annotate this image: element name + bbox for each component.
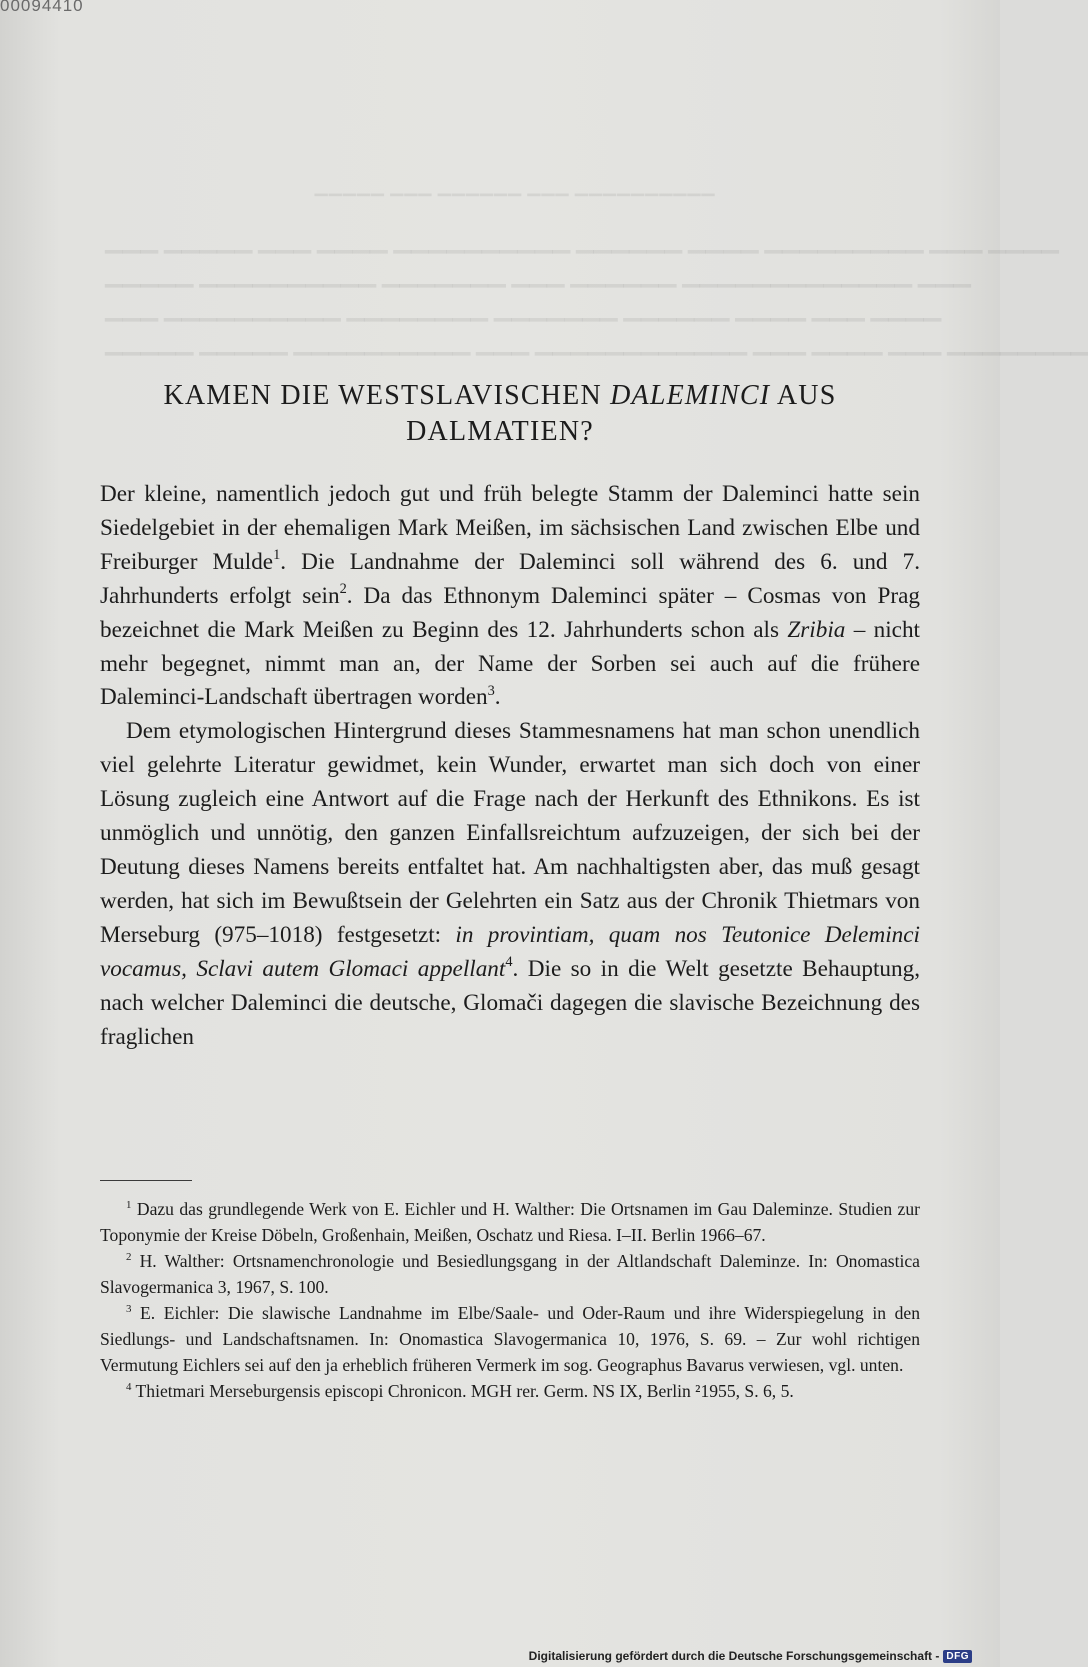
dfg-logo-icon: DFG — [943, 1650, 972, 1663]
paragraph-2: Dem etymologischen Hintergrund dieses Stammesnamens hat man schon unendlich viel gelehrte Literatur gewidmet, kein Wunder, erwartet man sich doch von einer Lösung zugleich eine Antwort auf die Frage nach der Herkunft des Ethnikons. Es ist unmöglich und unnötig, den ganzen Einfallsreichtum aufzuzeigen, der sich bei der Deutung dieses Namens bereits entfaltet hat. Am nachhaltigsten aber, das muß gesagt werden, hat sich im Bewußtsein der Gelehrten ein Satz aus der Chronik Thietmars von Merseburg (975–1018) festgesetzt: in provintiam, quam nos Teutonice Deleminci vocamus, Sclavi autem Glomaci appellant$^4$. Die so in die Welt gesetzte Behauptung, nach welcher Daleminci die deutsche, Glomači dagegen die slavische Bezeichnung des fraglichen — [100, 718, 921, 1050]
footnote-ref-2: 2 — [339, 581, 347, 598]
digitization-credit — [529, 1649, 972, 1663]
chapter-title — [100, 378, 900, 450]
footnotes — [100, 1196, 920, 1404]
footnote-4: $^4$ Thietmari Merseburgensis episcopi Chronicon. MGH rer. Germ. NS IX, Berlin ²1955, S. 6, 5. — [126, 1380, 794, 1401]
footnote-ref-3: 3 — [487, 682, 495, 699]
footnote-1: $^1$ Dazu das grundlegende Werk von E. Eichler und H. Walther: Die Ortsnamen im Gau Daleminze. Studien zur Toponymie der Kreise Döbeln, Großenhain, Meißen, Oschatz und Riesa. I–II. Berlin 1966–67. — [100, 1198, 920, 1245]
paragraph-1: Der kleine, namentlich jedoch gut und früh belegte Stamm der Daleminci hatte sein Siedelgebiet in der ehemaligen Mark Meißen, im sächsischen Land zwischen Elbe und Freiburger Mulde$^1$. Die Landnahme der Daleminci soll während des 6. und 7. Jahrhunderts erfolgt sein$^2$. Da das Ethnonym Daleminci später – Cosmas von Prag bezeichnet die Mark Meißen zu Beginn des 12. Jahrhunderts schon als Zribia – nicht mehr begegnet, nimmt man an, der Name der Sorben sei auch auf die frühere Daleminci-Landschaft übertragen worden$^3$. — [100, 481, 920, 711]
scan-id-label: 00094410 — [0, 0, 84, 15]
footnote-3: $^3$ E. Eichler: Die slawische Landnahme im Elbe/Saale- und Oder-Raum und ihre Widerspiegelung in den Siedlungs- und Landschaftsnamen. In: Onomastica Slavogermanica 10, 1976, S. 69. – Zur wohl richtigen Vermutung Eichlers sei auf den ja erheblich früheren Vermerk im sog. Geographus Bavarus verwiesen, vgl. unten. — [100, 1302, 920, 1375]
footnote-2: $^2$ H. Walther: Ortsnamenchronologie und Besiedlungsgang in der Altlandschaft Daleminze. In: Onomastica Slavogermanica 3, 1967, S. 100. — [100, 1250, 920, 1297]
footnote-ref-4: 4 — [505, 954, 513, 971]
chapter-title-line-1: KAMEN DIE WESTSLAVISCHEN DALEMINCI AUS — [163, 380, 837, 411]
body-text — [100, 478, 920, 1054]
footnote-ref-1: 1 — [273, 547, 281, 564]
chapter-title-line-2: DALMATIEN? — [406, 416, 594, 447]
credit-text: Digitalisierung gefördert durch die Deutsche Forschungsgemeinschaft - — [528, 1649, 940, 1663]
bleed-through-texture: ▁▁▁▁▁ ▁▁▁ ▁▁▁▁▁▁ ▁▁▁ ▁▁▁▁▁▁▁▁▁▁ ▁▁▁ ▁▁▁▁▁ ▁▁▁ ▁▁▁▁ ▁▁▁▁▁▁▁▁▁▁ ▁▁▁▁▁▁ ▁▁▁▁ ▁▁▁▁▁▁▁▁▁ ▁▁▁ ▁▁▁▁ ▁▁▁▁▁ ▁▁▁▁▁▁▁▁▁▁ ▁▁▁▁▁▁▁ ▁▁▁ ▁▁▁▁▁▁ ▁▁▁▁▁▁▁▁▁▁▁▁▁ ▁▁▁ ▁▁▁ ▁▁▁▁▁▁▁▁▁▁ ▁▁▁▁▁▁▁▁ ▁▁▁▁▁▁▁ ▁▁▁▁▁▁ ▁▁▁▁ ▁▁▁ ▁▁▁▁ ▁▁▁▁▁ ▁▁▁▁▁ ▁▁▁▁▁▁▁▁▁▁ ▁▁▁ ▁▁▁▁▁▁▁▁▁▁▁▁ ▁▁▁ ▁▁▁▁ ▁▁▁ ▁▁▁▁▁▁▁▁ — [105, 177, 1088, 355]
footnote-divider — [100, 1180, 192, 1181]
